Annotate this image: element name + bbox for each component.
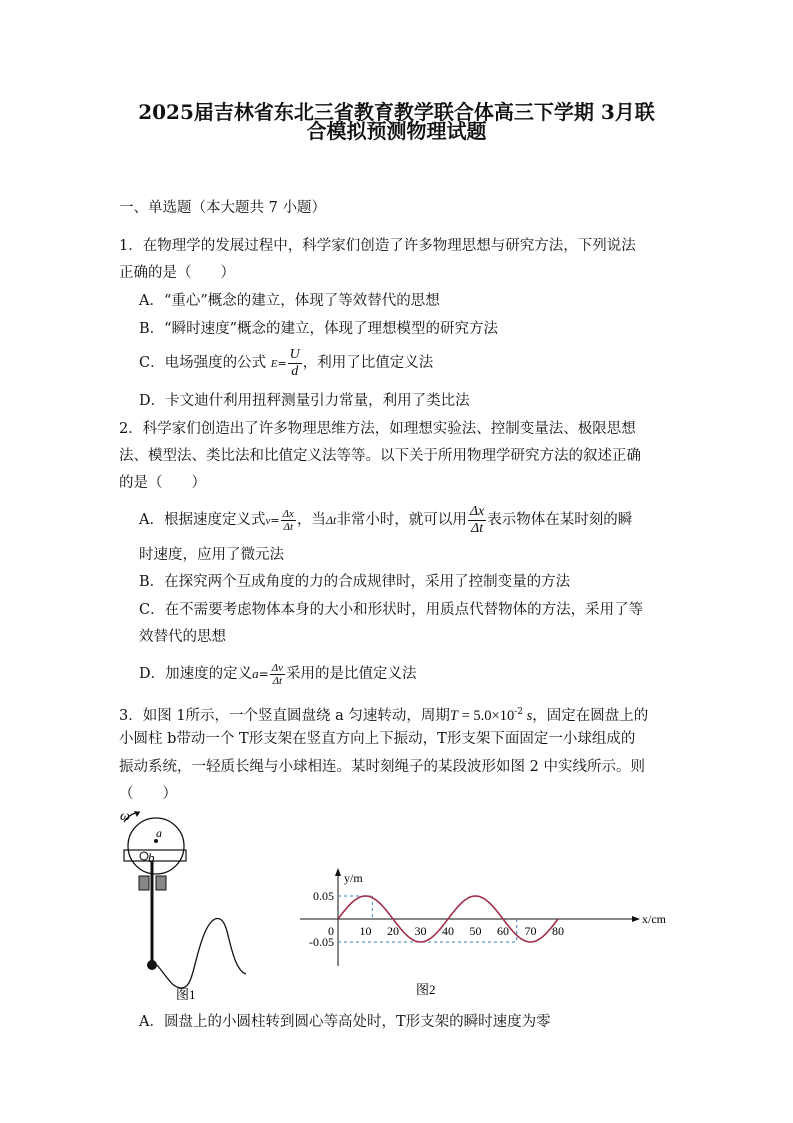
q2-formula-a-equals: =	[258, 667, 269, 681]
t-bracket-bar	[124, 850, 186, 861]
q3-period-exponent: -2	[514, 707, 524, 717]
q2-formula-denominator-2: Δt	[470, 520, 484, 536]
q3-period-value: = 5.0×10	[458, 707, 515, 724]
q3-stem-line3: 振动系统，一轻质长绳与小球相连。某时刻绳子的某段波形如图 2 中实线所示。则	[119, 759, 645, 775]
guide-left	[139, 876, 149, 890]
x-tick-label: 20	[387, 924, 399, 938]
q1-option-c-prefix: C．电场强度的公式	[139, 355, 267, 371]
y-axis-label: y/m	[344, 871, 363, 885]
paper-title-line2: 合模拟预测物理试题	[306, 119, 487, 143]
q1-formula-equals: =	[277, 357, 287, 370]
figure-2-caption: 图2	[416, 982, 436, 997]
q2-formula-denominator: Δt	[283, 520, 294, 533]
x-tick-label: 80	[552, 924, 564, 938]
q1-formula-e: E	[270, 358, 278, 370]
q2-option-d-suffix: 采用的是比值定义法	[286, 666, 417, 682]
q2-formula-fraction	[281, 508, 296, 533]
small-cylinder-b	[140, 852, 148, 860]
q2-formula-a-numerator: Δv	[271, 661, 284, 674]
q2-formula-fraction-2	[468, 504, 486, 537]
x-axis-label: x/cm	[642, 912, 666, 926]
y-tick-label: 0.05	[313, 889, 334, 903]
q1-option-c	[139, 346, 433, 381]
label-a: a	[156, 826, 162, 840]
paper-title-line1: 2025届吉林省东北三省教育教学联合体高三下学期 3月联	[138, 100, 655, 124]
q2-option-b: B．在探究两个互成角度的力的合成规律时，采用了控制变量的方法	[139, 574, 571, 590]
y-axis-arrow	[335, 868, 341, 876]
x-tick-label: 30	[414, 924, 427, 938]
q2-formula-a-denominator: Δt	[272, 674, 283, 687]
rope-wave	[157, 919, 246, 989]
origin-label: 0	[328, 924, 334, 938]
q2-option-a-prefix: A．根据速度定义式	[139, 512, 266, 528]
q2-stem-line3: 的是（ ）	[119, 475, 206, 491]
q2-option-a-mid1: ，当	[296, 512, 326, 528]
q1-option-b: B．“瞬时速度”概念的建立，体现了理想模型的研究方法	[139, 321, 498, 337]
q3-stem-line4: （ ）	[119, 786, 177, 802]
q1-stem-line1: 1．在物理学的发展过程中，科学家们创造了许多物理思想与研究方法，下列说法	[119, 238, 636, 254]
q1-stem-line2: 正确的是（ ）	[119, 265, 235, 281]
y-tick-label: -0.05	[309, 935, 334, 949]
x-tick-label: 10	[359, 924, 372, 938]
label-b: b	[148, 850, 155, 865]
q2-formula-a: a	[252, 666, 259, 681]
omega-label: ω	[120, 809, 130, 824]
x-axis-arrow	[632, 916, 640, 922]
q1-option-a: A．“重心”概念的建立，体现了等效替代的思想	[139, 293, 440, 309]
guide-right	[156, 876, 166, 890]
q3-stem-line1-suffix: ，固定在圆盘上的	[532, 707, 649, 724]
q3-option-a: A．圆盘上的小圆柱转到圆心等高处时，T形支架的瞬时速度为零	[139, 1014, 551, 1030]
q2-stem-line1: 2．科学家们创造出了许多物理思维方法，如理想实验法、控制变量法、极限思想	[119, 421, 636, 437]
q2-option-a-line2: 时速度，应用了微元法	[139, 547, 284, 563]
q1-option-d: D．卡文迪什利用扭秤测量引力常量，利用了类比法	[139, 393, 470, 409]
q2-option-c-line2: 效替代的思想	[139, 629, 226, 645]
q3-stem-line1-prefix: 3．如图 1所示，一个竖直圆盘绕 a 匀速转动，周期	[119, 707, 450, 724]
q2-option-a-suffix: 表示物体在某时刻的瞬	[487, 512, 633, 528]
q3-stem-line1	[119, 702, 648, 726]
q2-option-d	[139, 656, 417, 692]
q3-stem-line2: 小圆柱 b带动一个 T形支架在竖直方向上下振动，T形支架下面固定一小球组成的	[119, 731, 636, 747]
ball	[147, 960, 157, 970]
q2-formula-numerator: Δx	[282, 507, 294, 520]
q2-option-a	[139, 502, 632, 539]
figure-1-caption: 图1	[176, 987, 196, 1002]
x-tick-label: 40	[442, 924, 454, 938]
q1-option-c-suffix: ，利用了比值定义法	[302, 355, 434, 371]
q1-formula-denominator: d	[291, 363, 299, 379]
x-tick-label: 60	[497, 924, 509, 938]
x-tick-label: 50	[469, 924, 482, 938]
q2-option-c-line1: C．在不需要考虑物体本身的大小和形状时，用质点代替物体的方法，采用了等	[139, 602, 644, 618]
figure-1	[110, 808, 260, 1008]
q2-option-a-mid2: 非常小时，就可以用	[336, 512, 467, 528]
x-tick-label: 70	[524, 924, 537, 938]
q2-formula-dt: Δt	[325, 513, 337, 527]
q1-formula-fraction	[288, 347, 302, 380]
q3-period-symbol: T	[449, 707, 458, 724]
q2-stem-line2: 法、模型法、类比法和比值定义法等等。以下关于所用物理学研究方法的叙述正确	[119, 448, 641, 464]
q2-formula-equals: =	[270, 514, 280, 527]
q2-formula-a-fraction	[270, 662, 285, 687]
q1-formula-numerator: U	[289, 346, 300, 362]
q2-formula-v: v	[265, 515, 271, 527]
figure-2	[296, 868, 676, 1004]
rotation-arrowhead	[134, 811, 140, 817]
q2-formula-numerator-2: Δx	[469, 503, 485, 519]
q2-option-d-prefix: D．加速度的定义	[139, 666, 253, 682]
q3-period-unit: s	[523, 707, 533, 724]
section-heading: 一、单选题（本大题共 7 小题）	[119, 200, 326, 216]
